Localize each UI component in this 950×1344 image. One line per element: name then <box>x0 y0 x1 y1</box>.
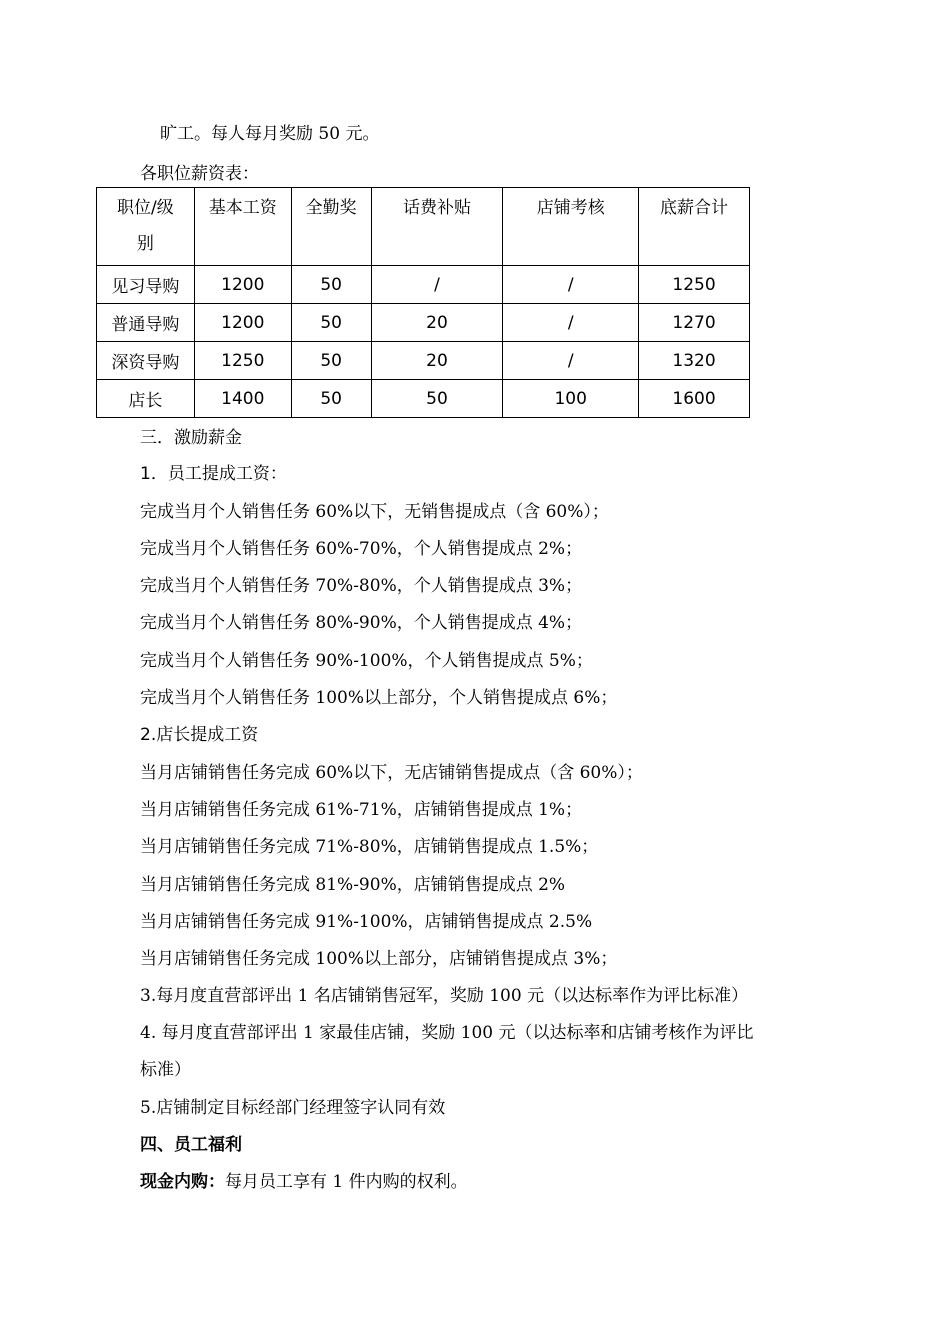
table-cell: 50 <box>371 380 503 418</box>
table-row <box>97 380 750 418</box>
manager-rule: 当月店铺销售任务完成 60%以下，无店铺销售提成点（含 60%）； <box>140 763 643 783</box>
section3-title: 三．激励薪金 <box>140 428 242 448</box>
table-cell: 1250 <box>639 266 750 304</box>
manager-rule: 当月店铺销售任务完成 61%-71%，店铺销售提成点 1%； <box>140 800 583 820</box>
employee-rule: 完成当月个人销售任务 60%以下，无销售提成点（含 60%）； <box>140 502 609 522</box>
table-cell: 深资导购 <box>97 342 195 380</box>
table-cell: 50 <box>291 304 371 342</box>
salary-table <box>96 187 750 418</box>
section3-sub1-title: 1．员工提成工资： <box>140 464 287 484</box>
employee-rule: 完成当月个人销售任务 90%-100%，个人销售提成点 5%； <box>140 651 593 671</box>
table-cell: / <box>503 342 639 380</box>
employee-rule: 完成当月个人销售任务 80%-90%，个人销售提成点 4%； <box>140 613 583 633</box>
table-cell: 50 <box>291 380 371 418</box>
table-cell: 20 <box>371 304 503 342</box>
header-cell: 全勤奖 <box>291 188 371 266</box>
manager-rule: 当月店铺销售任务完成 81%-90%，店铺销售提成点 2% <box>140 875 566 895</box>
table-cell: 1270 <box>639 304 750 342</box>
table-cell: 见习导购 <box>97 266 195 304</box>
header-cell: 基本工资 <box>194 188 291 266</box>
table-row <box>97 266 750 304</box>
table-header-row <box>97 188 750 266</box>
header-cell: 店铺考核 <box>503 188 639 266</box>
table-row <box>97 304 750 342</box>
table-cell: 20 <box>371 342 503 380</box>
employee-rule: 完成当月个人销售任务 100%以上部分，个人销售提成点 6%； <box>140 688 618 708</box>
table-cell: 1600 <box>639 380 750 418</box>
table-cell: 100 <box>503 380 639 418</box>
header-position: 职位/级 别 <box>97 188 195 266</box>
cash-purchase-line <box>140 1170 468 1194</box>
section4-title: 四、员工福利 <box>140 1135 242 1155</box>
cash-purchase-label: 现金内购： <box>140 1172 225 1192</box>
table-cell: / <box>371 266 503 304</box>
table-cell: 1320 <box>639 342 750 380</box>
table-title: 各职位薪资表： <box>140 164 259 184</box>
section3-sub2-title: 2.店长提成工资 <box>140 725 259 745</box>
employee-rule: 完成当月个人销售任务 70%-80%，个人销售提成点 3%； <box>140 576 583 596</box>
table-cell: 普通导购 <box>97 304 195 342</box>
table-cell: / <box>503 304 639 342</box>
header-cell: 话费补贴 <box>371 188 503 266</box>
manager-rule: 当月店铺销售任务完成 91%-100%，店铺销售提成点 2.5% <box>140 912 593 932</box>
item4-text: 4. 每月度直营部评出 1 家最佳店铺，奖励 100 元（以达标率和店铺考核作为评比 <box>140 1023 754 1043</box>
table-cell: 1200 <box>194 304 291 342</box>
item3-text: 3.每月度直营部评出 1 名店铺销售冠军，奖励 100 元（以达标率作为评比标准） <box>140 986 749 1006</box>
intro-line: 旷工。每人每月奖励 50 元。 <box>160 124 380 144</box>
table-cell: 1400 <box>194 380 291 418</box>
table-cell: 50 <box>291 266 371 304</box>
table-row <box>97 342 750 380</box>
table-cell: 店长 <box>97 380 195 418</box>
header-cell: 底薪合计 <box>639 188 750 266</box>
table-cell: 1200 <box>194 266 291 304</box>
table-cell: / <box>503 266 639 304</box>
item5-text: 5.店铺制定目标经部门经理签字认同有效 <box>140 1098 446 1118</box>
employee-rule: 完成当月个人销售任务 60%-70%，个人销售提成点 2%； <box>140 539 583 559</box>
item4-text-continued: 标准） <box>140 1060 191 1080</box>
table-cell: 1250 <box>194 342 291 380</box>
table-cell: 50 <box>291 342 371 380</box>
manager-rule: 当月店铺销售任务完成 71%-80%，店铺销售提成点 1.5%； <box>140 837 599 857</box>
manager-rule: 当月店铺销售任务完成 100%以上部分，店铺销售提成点 3%； <box>140 949 618 969</box>
cash-purchase-text: 每月员工享有 1 件内购的权利。 <box>225 1172 468 1192</box>
